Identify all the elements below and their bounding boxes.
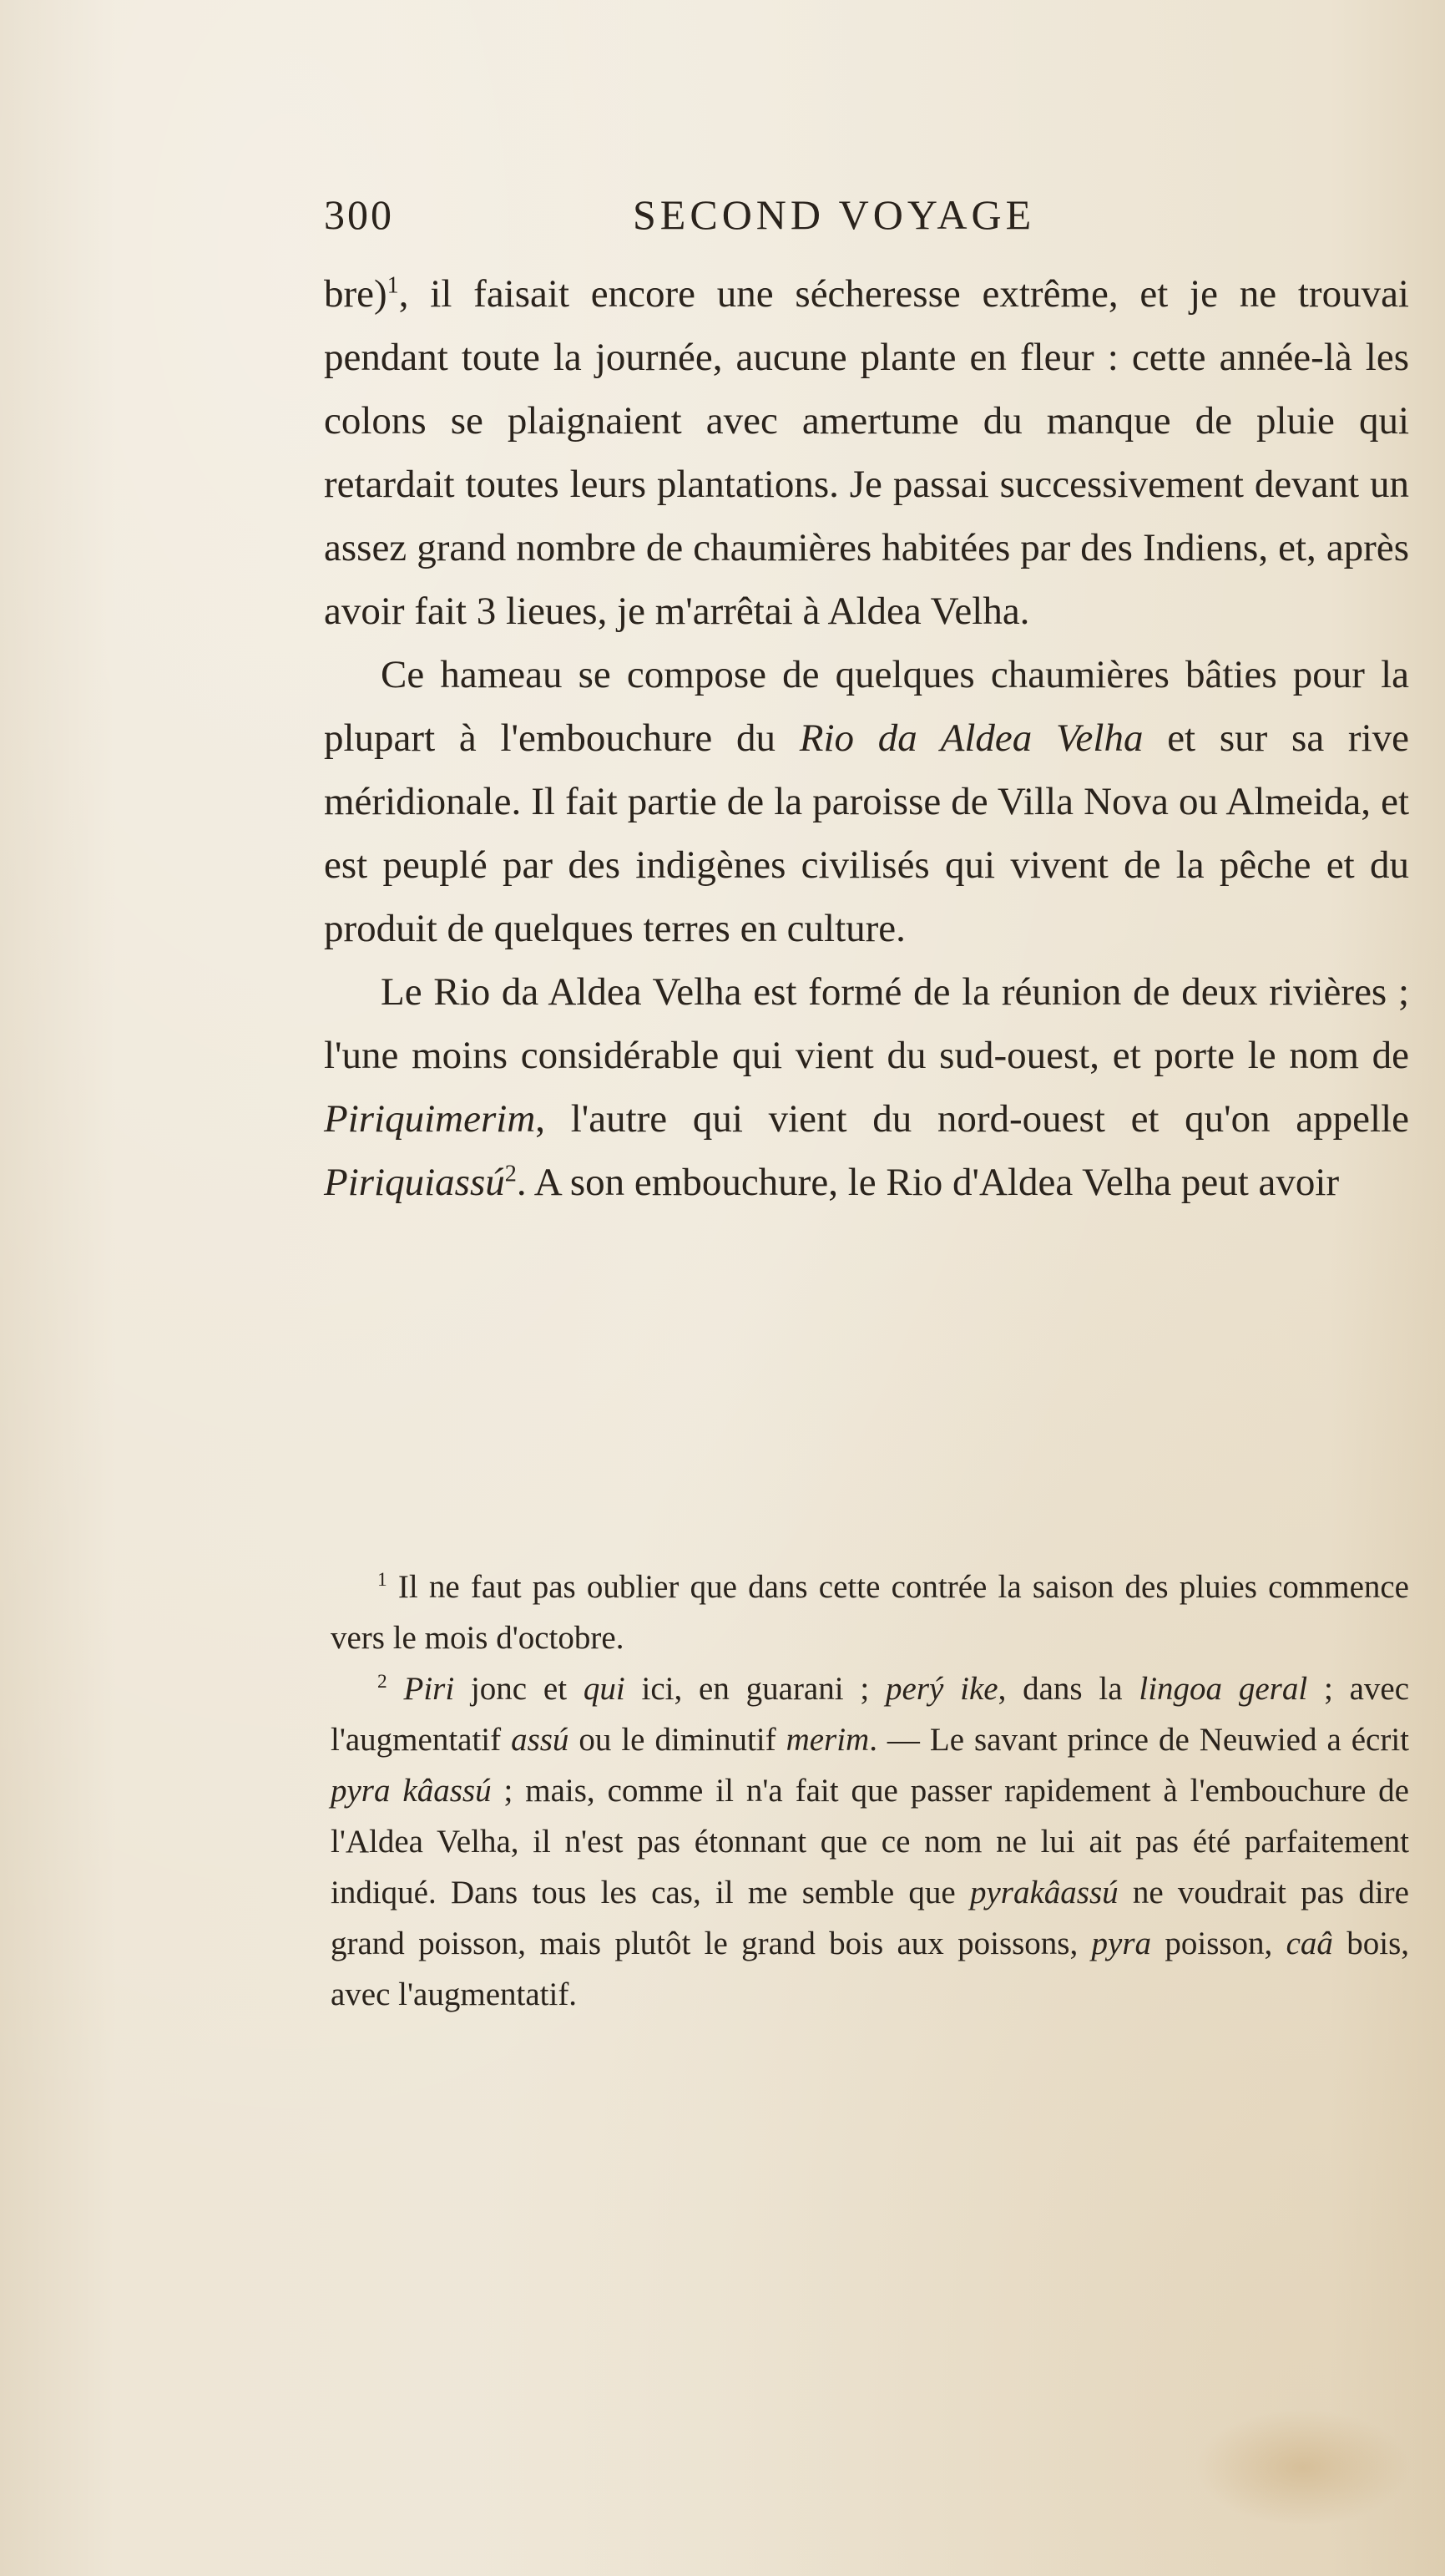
italic-run: pyra bbox=[1091, 1926, 1152, 1961]
paper-stain bbox=[1195, 2409, 1412, 2526]
italic-run: assú bbox=[511, 1722, 569, 1758]
text-run: ou le diminutif bbox=[568, 1722, 786, 1758]
italic-run: merim bbox=[786, 1722, 870, 1758]
italic-run: Piriquimerim bbox=[324, 1097, 536, 1141]
text-run: ; mais, comme il n'a fait que passer rapidement à l'embouchure de l'Aldea Velha, il n'est pas étonnant que ce nom ne lui ait pas été parfaitement indiqué. Dans tous les cas, il me semble que bbox=[331, 1773, 1409, 1910]
footnote-ref: 2 bbox=[504, 1161, 517, 1187]
text-run: , il faisait encore une sécheresse extrême, et je ne trouvai pendant toute la journée, aucune plante en fleur : cette année-là les colons se plaignaient avec amertume du manque de pluie qui retardait toutes leurs plantations. Je passai successivement devant un assez grand nombre de chaumières habitées par des Indiens, et, après avoir fait 3 lieues, je m'arrêtai à Aldea Velha. bbox=[324, 272, 1409, 633]
italic-run: Piri bbox=[403, 1671, 455, 1707]
text-run: Ce hameau se compose de quelques chaumières bâties pour la plupart à l'embouchure du bbox=[324, 653, 1409, 760]
page-number: 300 bbox=[324, 191, 394, 238]
italic-run: pyra kâassú bbox=[331, 1773, 492, 1809]
italic-run: qui bbox=[583, 1671, 625, 1707]
text-run: Le Rio da Aldea Velha est formé de la réunion de deux rivières ; l'une moins considérable qui vient du sud-ouest, et porte le nom de bbox=[324, 970, 1409, 1077]
text-run: . A son embouchure, le Rio d'Aldea Velha peut avoir bbox=[516, 1161, 1340, 1204]
running-title: SECOND VOYAGE bbox=[633, 191, 1036, 238]
italic-run: perý ike bbox=[886, 1671, 998, 1707]
footnote-number: 2 bbox=[377, 1671, 387, 1693]
paragraph bbox=[324, 643, 1409, 960]
italic-run: Piriquiassú bbox=[324, 1161, 505, 1204]
text-run: bois, avec l'augmentatif. bbox=[331, 1926, 1409, 2012]
footnote-ref: 1 bbox=[387, 272, 399, 299]
text-run: jonc et bbox=[454, 1671, 584, 1707]
text-run: poisson, bbox=[1151, 1926, 1286, 1961]
footnote-number: 1 bbox=[377, 1569, 387, 1591]
footnote bbox=[331, 1663, 1409, 2020]
text-run: , dans la bbox=[998, 1671, 1139, 1707]
text-run: et sur sa rive méridionale. Il fait partie de la paroisse de Villa Nova ou Almeida, et est peuplé par des indigènes civilisés qui vivent de la pêche et du produit de quelques terres en culture. bbox=[324, 716, 1409, 950]
text-run: , l'autre qui vient du nord-ouest et qu'on appelle bbox=[535, 1097, 1409, 1141]
text-run: bre) bbox=[324, 272, 387, 316]
italic-run: lingoa geral bbox=[1139, 1671, 1308, 1707]
text-run: ne voudrait pas dire grand poisson, mais plutôt le grand bois aux poissons, bbox=[331, 1875, 1409, 1961]
italic-run: caâ bbox=[1286, 1926, 1333, 1961]
text-run: ici, en guarani ; bbox=[624, 1671, 887, 1707]
running-header bbox=[324, 190, 1426, 249]
text-run: Il ne faut pas oublier que dans cette contrée la saison des pluies commence vers le mois d'octobre. bbox=[331, 1569, 1409, 1656]
paragraph bbox=[324, 262, 1409, 643]
text-run: . — Le savant prince de Neuwied a écrit bbox=[869, 1722, 1409, 1758]
footnotes bbox=[331, 1561, 1409, 2020]
paragraph bbox=[324, 960, 1409, 1214]
italic-run: pyrakâassú bbox=[969, 1875, 1119, 1910]
italic-run: Rio da Aldea Velha bbox=[799, 716, 1144, 760]
main-text bbox=[324, 262, 1409, 1214]
footnote bbox=[331, 1561, 1409, 1663]
text-run: ; avec l'augmentatif bbox=[331, 1671, 1410, 1758]
